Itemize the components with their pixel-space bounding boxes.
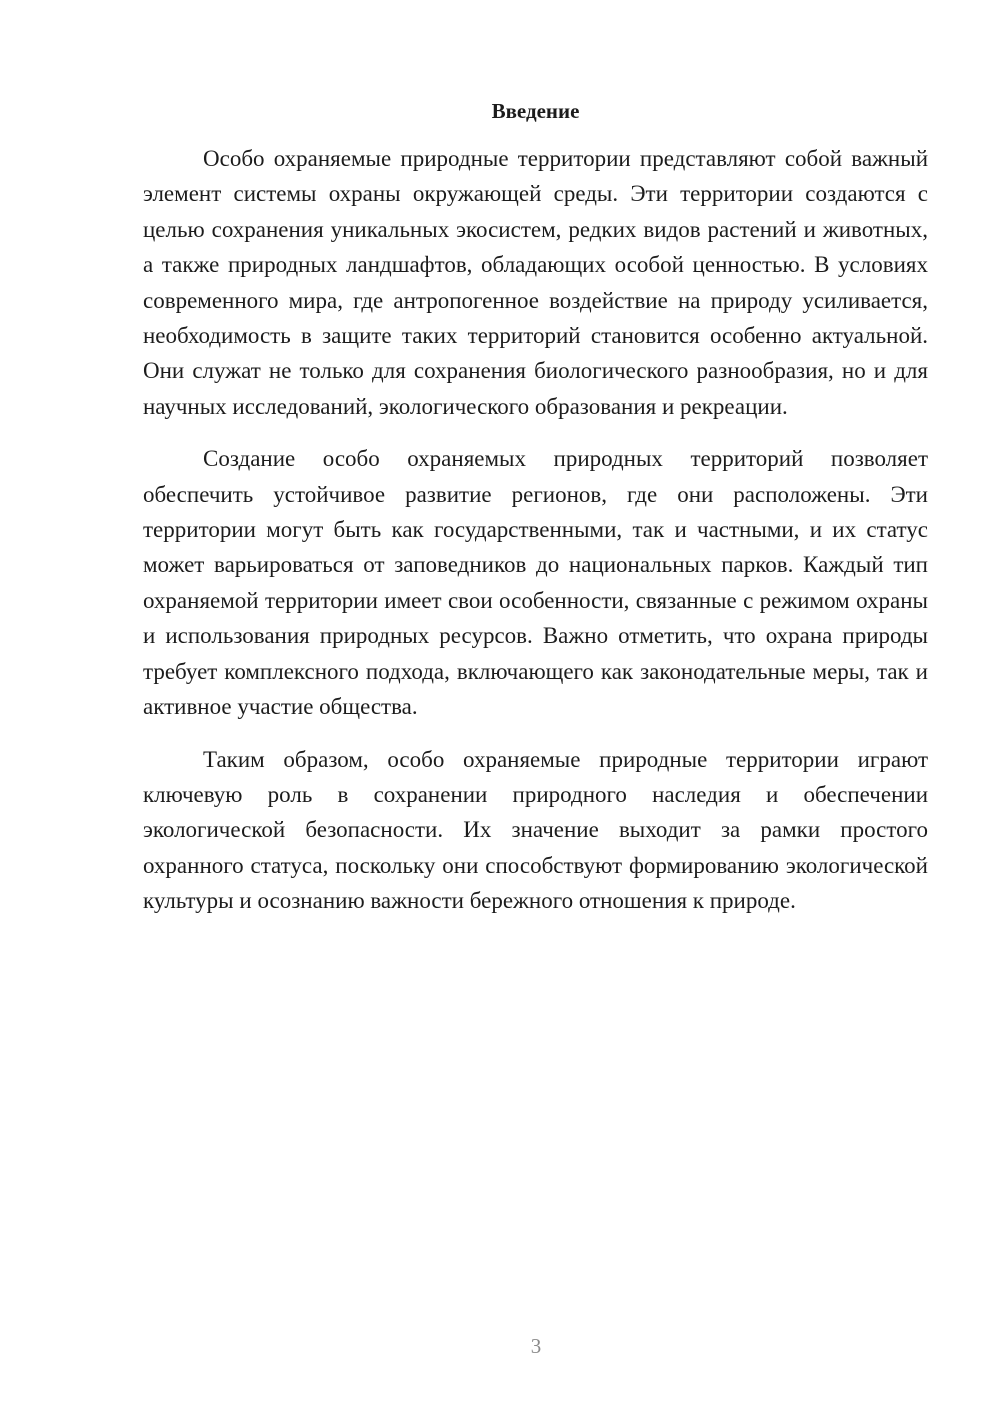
section-heading: Введение (491, 99, 580, 123)
paragraph-2: Создание особо охраняемых природных территорий позволяет обеспечить устойчивое развитие регионов, где они расположены. Эти территории могут быть как государственными, так и частными, и их статус может варьироваться от заповедников до национальных парков. Каждый тип охраняемой территории имеет свои особенности, связанные с режимом охраны и использования природных ресурсов. Важно отметить, что охрана природы требует комплексного подхода, включающего как законодательные меры, так и активное участие общества. (143, 446, 928, 720)
paragraph-1: Особо охраняемые природные территории представляют собой важный элемент системы охраны окружающей среды. Эти территории создаются с целью сохранения уникальных экосистем, редких видов растений и животных, а также природных ландшафтов, обладающих особой ценностью. В условиях современного мира, где антропогенное воздействие на природу усиливается, необходимость в защите таких территорий становится особенно актуальной. Они служат не только для сохранения биологического разнообразия, но и для научных исследований, экологического образования и рекреации. (143, 146, 928, 419)
document-body (143, 98, 928, 936)
paragraph-3: Таким образом, особо охраняемые природные территории играют ключевую роль в сохранении природного наследия и обеспечении экологической безопасности. Их значение выходит за рамки простого охранного статуса, поскольку они способствуют формированию экологической культуры и осознанию важности бережного отношения к природе. (143, 746, 928, 914)
page-number: 3 (530, 1334, 542, 1358)
